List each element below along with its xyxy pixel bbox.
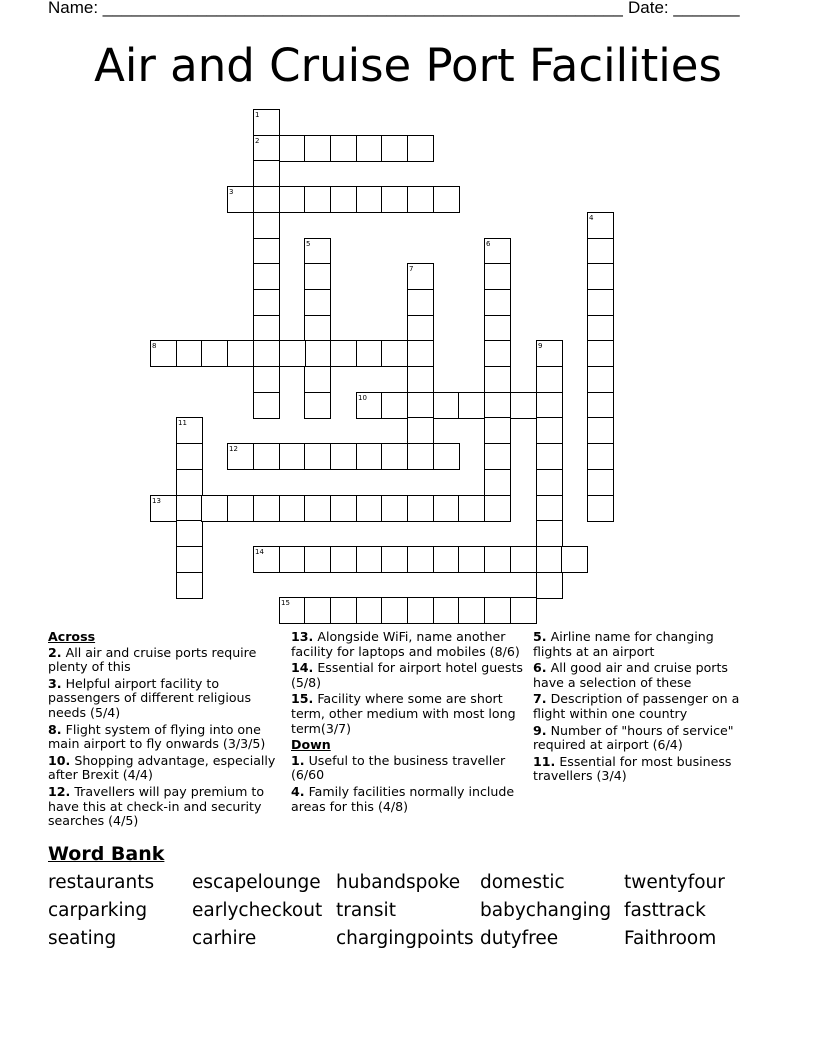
grid-cell[interactable]: [176, 340, 203, 367]
clue-text: Useful to the business traveller (6/60: [291, 752, 506, 783]
clue-across-12: [48, 785, 280, 829]
grid-cell[interactable]: [484, 597, 511, 624]
clue-number: 12.: [48, 783, 71, 799]
grid-cell[interactable]: [536, 495, 563, 522]
grid-cell[interactable]: [433, 392, 460, 419]
grid-cell[interactable]: [304, 495, 331, 522]
grid-cell[interactable]: [484, 315, 511, 342]
clue-text: Essential for airport hotel guests (5/8): [291, 660, 523, 690]
grid-cell[interactable]: [587, 417, 614, 444]
clue-number: 8.: [48, 721, 62, 737]
grid-cell[interactable]: [407, 315, 434, 342]
word-bank-item: earlycheckout: [192, 900, 323, 921]
grid-number: 9: [538, 342, 543, 350]
grid-cell[interactable]: [510, 546, 537, 573]
clue-number: 3.: [48, 675, 62, 691]
word-bank-item: hubandspoke: [336, 872, 461, 893]
clue-across-2: [48, 646, 280, 675]
grid-cell[interactable]: [536, 546, 563, 573]
grid-cell[interactable]: [407, 392, 434, 419]
word-bank-item: fasttrack: [624, 900, 706, 921]
grid-cell[interactable]: [587, 340, 614, 367]
clue-number: 10.: [48, 752, 71, 768]
clues-column-1: [48, 630, 280, 831]
word-bank-item: carparking: [48, 900, 148, 921]
grid-cell[interactable]: [381, 597, 408, 624]
grid-cell[interactable]: [587, 289, 614, 316]
grid-cell[interactable]: [330, 495, 357, 522]
grid-cell[interactable]: [279, 546, 306, 573]
grid-cell[interactable]: [253, 495, 280, 522]
grid-cell[interactable]: [484, 366, 511, 393]
word-bank-item: seating: [48, 928, 117, 949]
grid-cell[interactable]: [407, 443, 434, 470]
clue-number: 13.: [291, 629, 314, 644]
clue-number: 9.: [533, 722, 547, 738]
word-bank-item: domestic: [480, 872, 565, 893]
grid-cell[interactable]: [253, 160, 280, 187]
word-bank-item: twentyfour: [624, 872, 725, 893]
grid-cell[interactable]: [458, 495, 485, 522]
grid-cell[interactable]: [176, 520, 203, 547]
word-bank-item: Faithroom: [624, 928, 717, 949]
grid-cell[interactable]: [330, 597, 357, 624]
grid-cell[interactable]: [356, 495, 383, 522]
word-bank-item: restaurants: [48, 872, 155, 893]
clue-number: 2.: [48, 644, 62, 660]
grid-cell[interactable]: [330, 186, 357, 213]
clue-text: Travellers will pay premium to have this at check-in and security searches (4/5): [48, 783, 265, 829]
grid-cell[interactable]: [253, 392, 280, 419]
clues-column-2: [291, 630, 526, 816]
grid-cell[interactable]: [279, 495, 306, 522]
clue-number: 15.: [291, 691, 314, 707]
grid-number: 13: [152, 497, 161, 505]
grid-cell[interactable]: [176, 572, 203, 599]
grid-cell[interactable]: [201, 495, 228, 522]
grid-cell[interactable]: [356, 186, 383, 213]
grid-cell[interactable]: [304, 392, 331, 419]
grid-cell[interactable]: [253, 263, 280, 290]
clue-text: Alongside WiFi, name another facility for laptops and mobiles (8/6): [291, 629, 520, 659]
grid-cell[interactable]: [253, 366, 280, 393]
grid-cell[interactable]: [433, 597, 460, 624]
grid-cell[interactable]: [536, 443, 563, 470]
clue-number: 7.: [533, 691, 547, 707]
grid-cell[interactable]: [458, 392, 485, 419]
clue-text: Airline name for changing flights at an airport: [533, 629, 714, 659]
grid-cell[interactable]: [561, 546, 588, 573]
grid-cell[interactable]: [304, 315, 331, 342]
grid-cell[interactable]: [407, 546, 434, 573]
clue-across-3: [48, 677, 280, 721]
grid-cell[interactable]: [253, 186, 280, 213]
clue-number: 11.: [533, 753, 556, 769]
grid-cell[interactable]: [381, 340, 408, 367]
grid-cell[interactable]: [433, 546, 460, 573]
page-title: Air and Cruise Port Facilities: [94, 39, 722, 92]
grid-number: 14: [255, 548, 264, 556]
word-bank-item: transit: [336, 900, 396, 921]
word-bank-item: carhire: [192, 928, 257, 949]
grid-cell[interactable]: [227, 495, 254, 522]
clue-down-7: [533, 692, 748, 721]
grid-cell[interactable]: [304, 366, 331, 393]
clue-text: Shopping advantage, especially after Brexit (4/4): [48, 752, 276, 783]
clue-across-13: [291, 630, 526, 659]
grid-cell[interactable]: [587, 469, 614, 496]
grid-cell[interactable]: [253, 315, 280, 342]
grid-cell[interactable]: [536, 572, 563, 599]
clue-down-5: [533, 630, 748, 659]
clue-across-14: [291, 661, 526, 690]
grid-cell[interactable]: [330, 546, 357, 573]
clue-down-6: [533, 661, 748, 690]
grid-cell[interactable]: [407, 495, 434, 522]
word-bank-item: chargingpoints: [336, 928, 474, 949]
name-field[interactable]: Name: _______________________________________________________: [48, 0, 623, 17]
grid-cell[interactable]: [484, 417, 511, 444]
grid-cell[interactable]: [304, 263, 331, 290]
grid-cell[interactable]: [304, 289, 331, 316]
grid-cell[interactable]: [484, 469, 511, 496]
grid-cell[interactable]: [201, 340, 228, 367]
grid-cell[interactable]: [253, 238, 280, 265]
grid-cell[interactable]: [253, 443, 280, 470]
grid-cell[interactable]: [279, 186, 306, 213]
grid-cell[interactable]: [279, 443, 306, 470]
grid-cell[interactable]: [381, 495, 408, 522]
grid-number: 15: [281, 599, 290, 607]
clue-number: 6.: [533, 660, 547, 676]
grid-cell[interactable]: [407, 186, 434, 213]
grid-number: 8: [152, 342, 157, 350]
grid-cell[interactable]: [433, 495, 460, 522]
grid-cell[interactable]: [330, 443, 357, 470]
grid-cell[interactable]: [381, 443, 408, 470]
grid-cell[interactable]: [356, 597, 383, 624]
grid-cell[interactable]: [484, 340, 511, 367]
clue-down-11: [533, 755, 748, 784]
grid-cell[interactable]: [407, 340, 434, 367]
grid-cell[interactable]: [330, 135, 357, 162]
grid-cell[interactable]: [587, 495, 614, 522]
clues-column-3: [533, 630, 748, 786]
clue-number: 1.: [291, 752, 305, 768]
grid-cell[interactable]: [484, 546, 511, 573]
grid-cell[interactable]: [407, 289, 434, 316]
word-bank-title: Word Bank: [48, 843, 165, 865]
clue-number: 4.: [291, 783, 305, 799]
grid-cell[interactable]: [279, 340, 306, 367]
grid-cell[interactable]: [587, 443, 614, 470]
grid-number: 5: [306, 240, 311, 248]
grid-cell[interactable]: [433, 443, 460, 470]
grid-cell[interactable]: [484, 495, 511, 522]
grid-cell[interactable]: [433, 186, 460, 213]
grid-number: 2: [255, 137, 260, 145]
clue-text: Family facilities normally include areas for this (4/8): [291, 783, 515, 814]
clue-text: Essential for most business travellers (3/4): [533, 753, 732, 784]
clue-text: All air and cruise ports require plenty of this: [48, 644, 257, 675]
grid-cell[interactable]: [484, 263, 511, 290]
grid-cell[interactable]: [381, 186, 408, 213]
grid-cell[interactable]: [356, 340, 383, 367]
grid-cell[interactable]: [587, 315, 614, 342]
grid-cell[interactable]: [484, 392, 511, 419]
grid-cell[interactable]: [587, 366, 614, 393]
clue-down-1: [291, 754, 526, 783]
grid-cell[interactable]: [458, 597, 485, 624]
grid-cell[interactable]: [304, 443, 331, 470]
grid-cell[interactable]: [407, 366, 434, 393]
grid-number: 6: [486, 240, 491, 248]
grid-cell[interactable]: [304, 135, 331, 162]
grid-cell[interactable]: [587, 392, 614, 419]
clue-text: Flight system of flying into one main airport to fly onwards (3/3/5): [48, 721, 266, 752]
grid-cell[interactable]: [253, 212, 280, 239]
grid-cell[interactable]: [176, 495, 203, 522]
grid-cell[interactable]: [381, 135, 408, 162]
grid-number: 10: [358, 394, 367, 402]
grid-cell[interactable]: [227, 340, 254, 367]
grid-number: 12: [229, 445, 238, 453]
clue-number: 14.: [291, 660, 314, 676]
clue-number: 5.: [533, 629, 547, 644]
clue-across-8: [48, 723, 280, 752]
grid-cell[interactable]: [330, 340, 357, 367]
clue-across-15: [291, 692, 526, 736]
grid-cell[interactable]: [510, 597, 537, 624]
clue-down-4: [291, 785, 526, 814]
clue-text: Number of "hours of service" required at airport (6/4): [533, 722, 734, 753]
grid-cell[interactable]: [279, 135, 306, 162]
grid-cell[interactable]: [253, 340, 280, 367]
clue-text: Description of passenger on a flight within one country: [533, 691, 740, 721]
word-bank-item: babychanging: [480, 900, 612, 921]
grid-cell[interactable]: [536, 392, 563, 419]
grid-cell[interactable]: [536, 417, 563, 444]
grid-cell[interactable]: [510, 392, 537, 419]
grid-cell[interactable]: [484, 443, 511, 470]
grid-cell[interactable]: [253, 289, 280, 316]
grid-cell[interactable]: [304, 597, 331, 624]
date-field[interactable]: Date: _______: [628, 0, 740, 17]
grid-cell[interactable]: [304, 186, 331, 213]
word-bank-item: dutyfree: [480, 928, 559, 949]
grid-cell[interactable]: [587, 263, 614, 290]
grid-cell[interactable]: [356, 443, 383, 470]
grid-cell[interactable]: [304, 546, 331, 573]
grid-cell[interactable]: [381, 546, 408, 573]
clue-text: All good air and cruise ports have a selection of these: [533, 660, 728, 690]
grid-number: 11: [178, 419, 187, 427]
grid-cell[interactable]: [176, 443, 203, 470]
grid-cell[interactable]: [356, 135, 383, 162]
grid-cell[interactable]: [407, 135, 434, 162]
grid-cell[interactable]: [176, 469, 203, 496]
clue-across-10: [48, 754, 280, 783]
clue-text: Facility where some are short term, other medium with most long term(3/7): [291, 691, 516, 736]
grid-cell[interactable]: [407, 597, 434, 624]
grid-cell[interactable]: [458, 546, 485, 573]
grid-cell[interactable]: [407, 417, 434, 444]
grid-cell[interactable]: [356, 546, 383, 573]
grid-cell[interactable]: [304, 340, 331, 367]
grid-cell[interactable]: [484, 289, 511, 316]
word-bank-item: escapelounge: [192, 872, 321, 893]
grid-cell[interactable]: [536, 520, 563, 547]
across-heading: Across: [48, 629, 96, 644]
grid-number: 4: [589, 214, 594, 222]
grid-number: 1: [255, 111, 260, 119]
grid-number: 7: [409, 265, 414, 273]
down-heading: Down: [291, 737, 331, 753]
clue-down-9: [533, 724, 748, 753]
grid-cell[interactable]: [176, 546, 203, 573]
clue-text: Helpful airport facility to passengers of different religious needs (5/4): [48, 675, 252, 720]
grid-cell[interactable]: [381, 392, 408, 419]
grid-number: 3: [229, 188, 234, 196]
grid-cell[interactable]: [536, 366, 563, 393]
grid-cell[interactable]: [536, 469, 563, 496]
grid-cell[interactable]: [587, 238, 614, 265]
